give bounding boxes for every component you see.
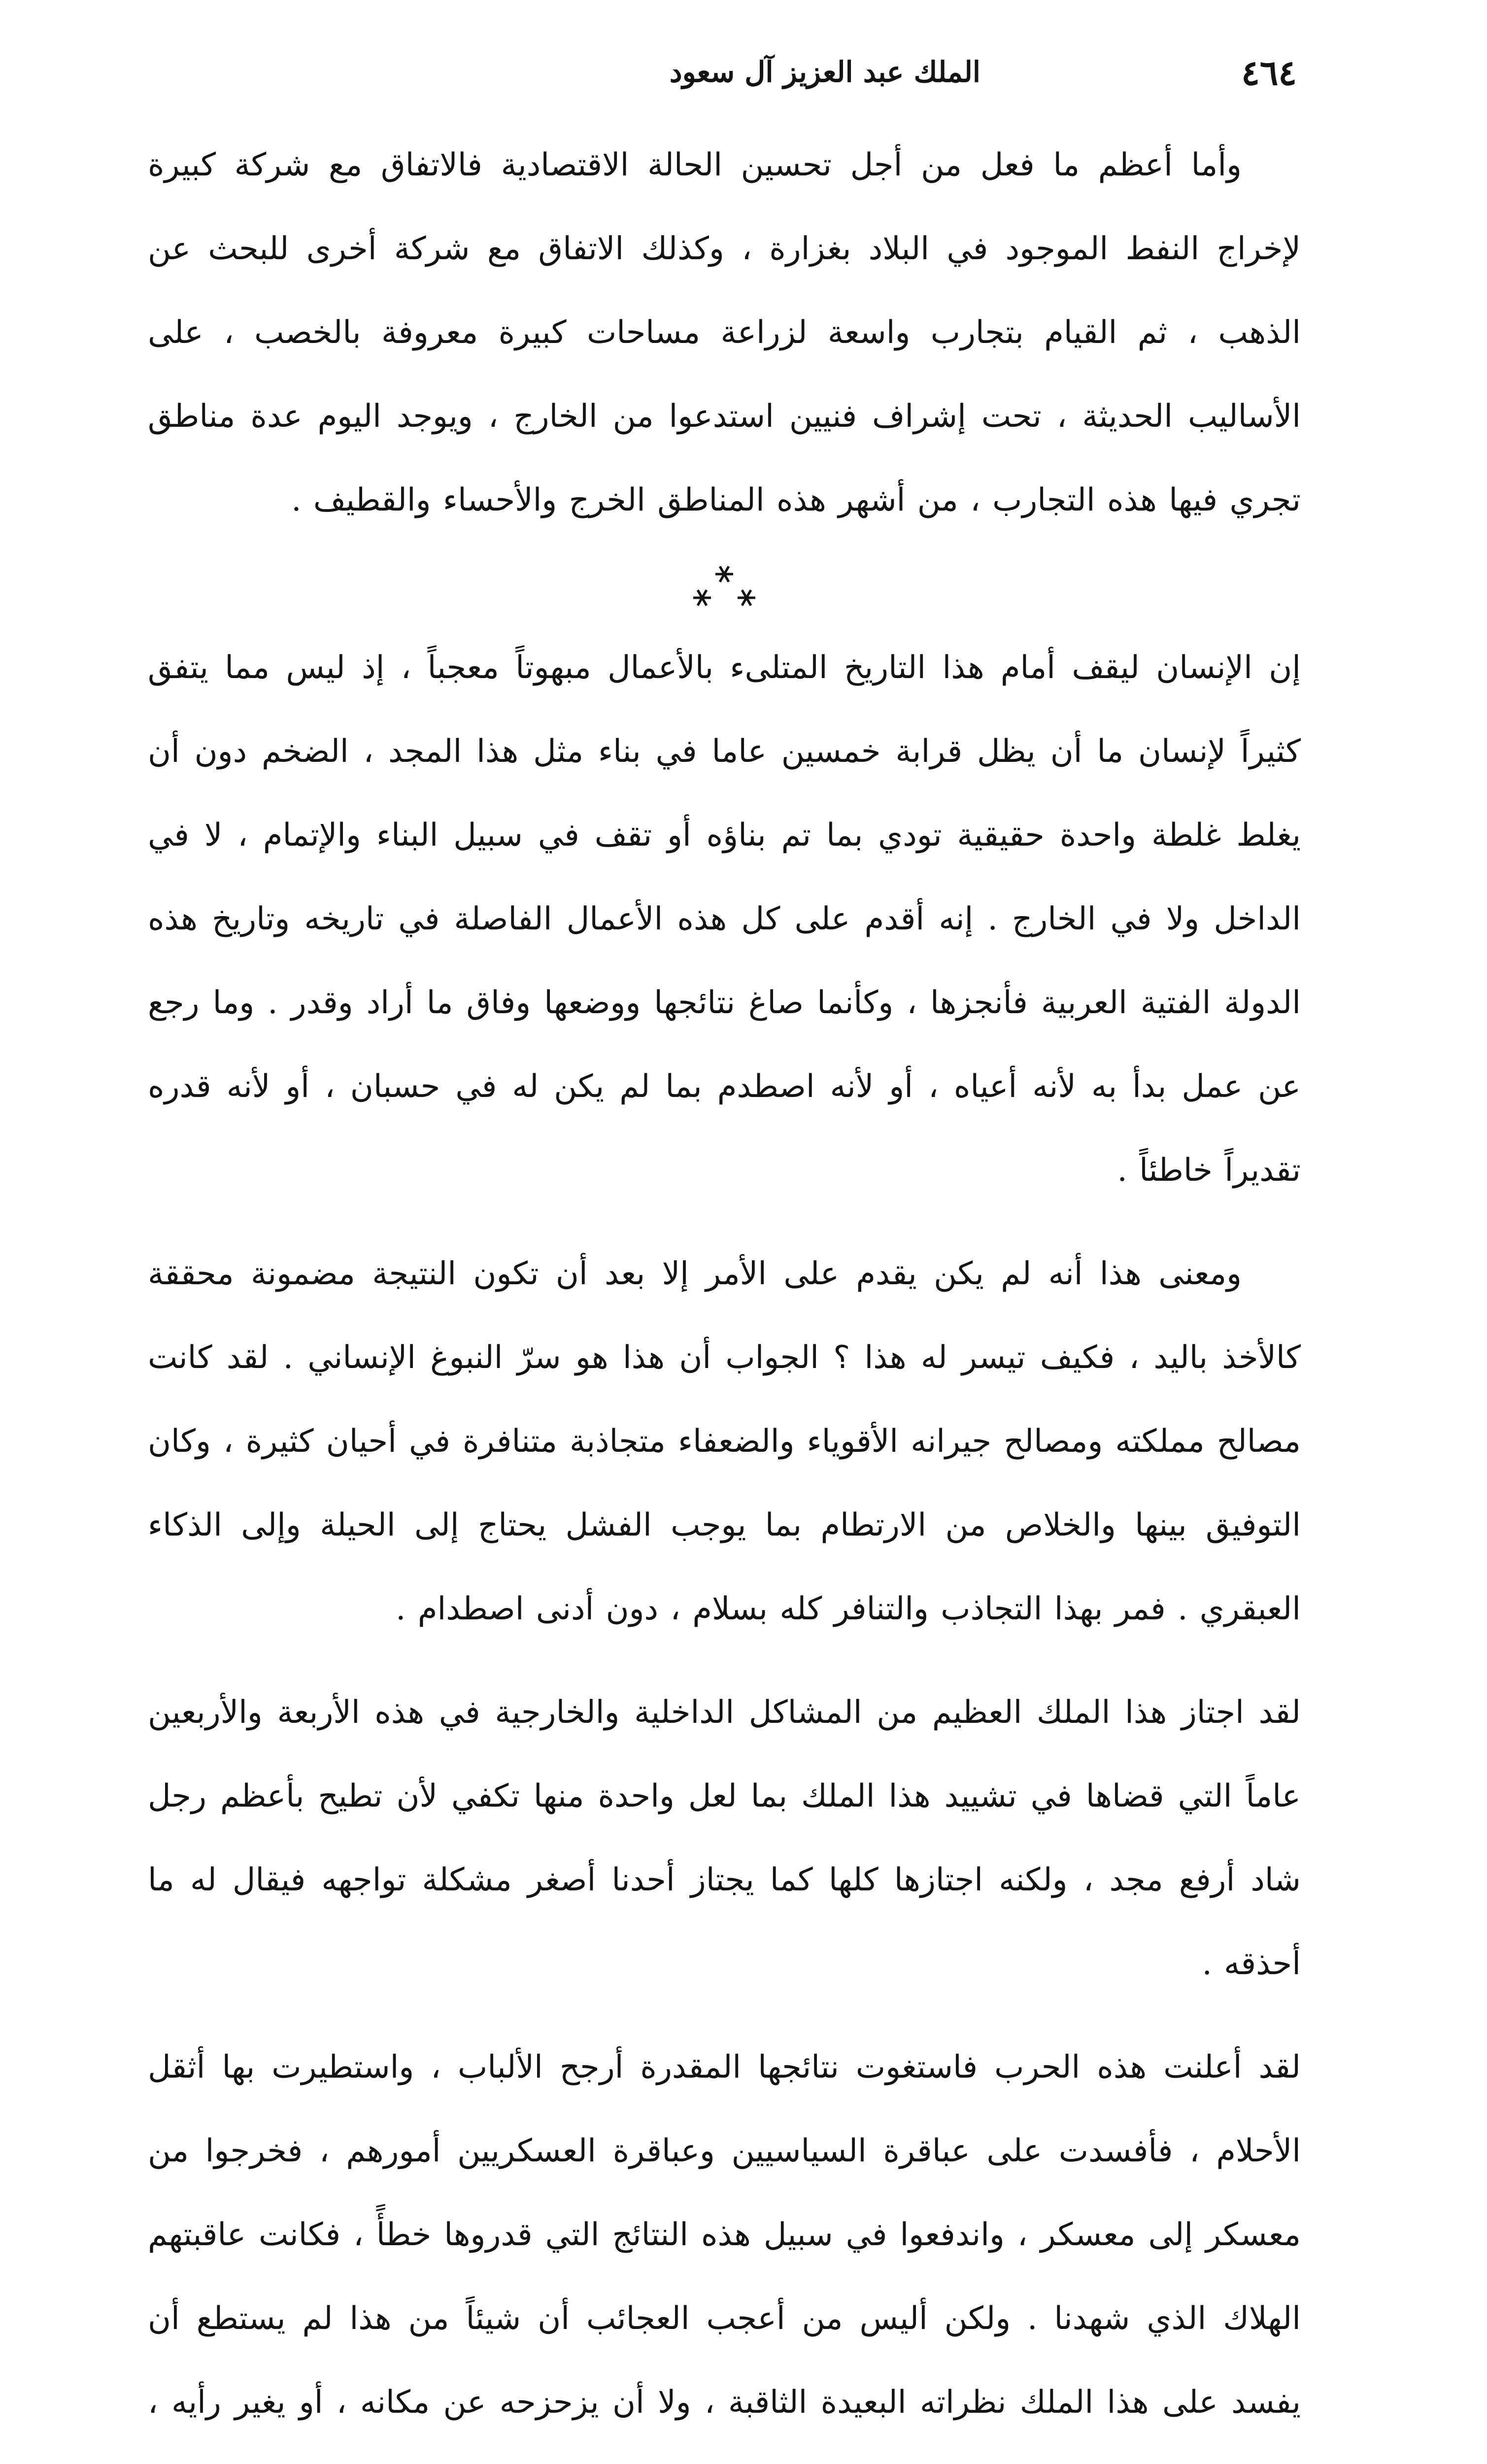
running-head bbox=[148, 39, 1301, 94]
page-number: ٤٦٤ bbox=[1241, 52, 1297, 93]
paragraph-secret-of-genius: ومعنى هذا أنه لم يكن يقدم على الأمر إلا بعد أن تكون النتيجة مضمونة محققة كالأخذ باليد ، فكيف تيسر له هذا ؟ الجواب أن هذا هو سرّ النبوغ الإنساني . لقد كانت مصالح مملكته ومصالح جيرانه الأقوياء والضعفاء متجاذبة متنافرة في أحيان كثيرة ، وكان التوفيق بينها والخلاص من الارتطام بما يوجب الفشل يحتاج إلى الحيلة وإلى الذكاء العبقري . فمر بهذا التجاذب والتنافر كله بسلام ، دون أدنى اصطدام . bbox=[148, 1256, 1301, 1627]
paragraph-human-amazement: إن الإنسان ليقف أمام هذا التاريخ المتلىء بالأعمال مبهوتاً معجباً ، إذ ليس مما يتفق كثيراً لإنسان ما أن يظل قرابة خمسين عاما في بناء مثل هذا المجد ، الضخم دون أن يغلط غلطة واحدة حقيقية تودي بما تم بناؤه أو تقف في سبيل البناء والإتمام ، لا في الداخل ولا في الخارج . إنه أقدم على كل هذه الأعمال الفاصلة في تاريخه وتاريخ هذه الدولة الفتية العربية فأنجزها ، وكأنما صاغ نتائجها ووضعها وفاق ما أراد وقدر . وما رجع عن عمل بدأ به لأنه أعياه ، أو لأنه اصطدم بما لم يكن له في حسبان ، أو لأنه قدره تقديراً خاطئاً . bbox=[148, 650, 1301, 1189]
paragraph-economy: وأما أعظم ما فعل من أجل تحسين الحالة الاقتصادية فالاتفاق مع شركة كبيرة لإخراج النفط الموجود في البلاد بغزارة ، وكذلك الاتفاق مع شركة أخرى للبحث عن الذهب ، ثم القيام بتجارب واسعة لزراعة مساحات كبيرة معروفة بالخصب ، على الأساليب الحديثة ، تحت إشراف فنيين استدعوا من الخارج ، ويوجد اليوم عدة مناطق تجري فيها هذه التجارب ، من أشهر هذه المناطق الخرج والأحساء والقطيف . bbox=[148, 147, 1301, 518]
book-title: الملك عبد العزيز آل سعود bbox=[669, 55, 980, 89]
asterism-icon bbox=[680, 559, 769, 614]
book-page bbox=[148, 39, 1301, 2421]
body-text bbox=[148, 123, 1301, 2464]
paragraph-problems-overcome: لقد اجتاز هذا الملك العظيم من المشاكل الداخلية والخارجية في هذه الأربعة والأربعين عاماً التي قضاها في تشييد هذا الملك بما لعل واحدة منها تكفي لأن تطيح بأعظم رجل شاد أرفع مجد ، ولكنه اجتازها كلها كما يجتاز أحدنا أصغر مشكلة تواجهه فيقال له ما أحذقه . bbox=[148, 1694, 1301, 1982]
section-divider-asterisks-icon bbox=[148, 557, 1301, 616]
paragraph-war: لقد أعلنت هذه الحرب فاستغوت نتائجها المقدرة أرجح الألباب ، واستطيرت بها أثقل الأحلام ، فأفسدت على عباقرة السياسيين وعباقرة العسكريين أمورهم ، فخرجوا من معسكر إلى معسكر ، واندفعوا في سبيل هذه النتائج التي قدروها خطأً ، فكانت عاقبتهم الهلاك الذي شهدنا . ولكن أليس من أعجب العجائب أن شيئاً من هذا لم يستطع أن يفسد على هذا الملك نظراته البعيدة الثاقبة ، ولا أن يزحزحه عن مكانه ، أو يغير رأيه ، bbox=[148, 2049, 1301, 2421]
